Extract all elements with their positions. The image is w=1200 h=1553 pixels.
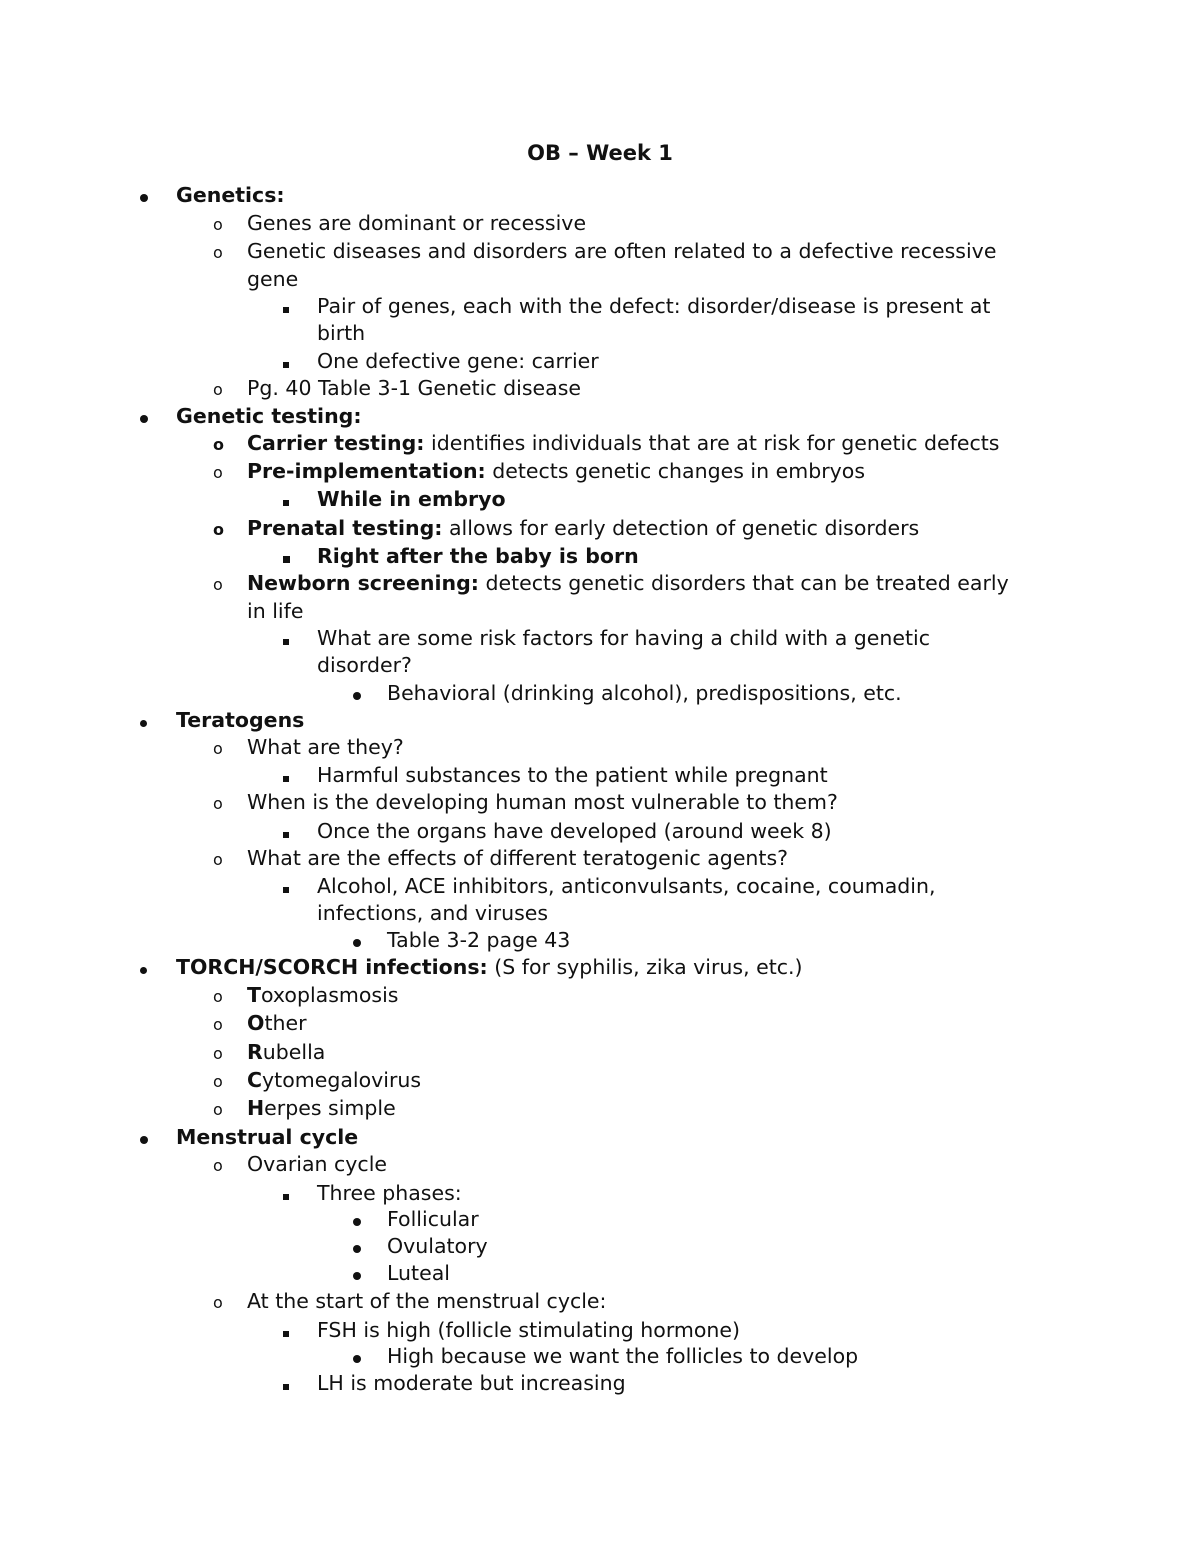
bullet-dot-icon — [140, 967, 147, 974]
square-bullet-icon — [283, 1331, 289, 1337]
plain-text: birth — [317, 321, 366, 345]
list-item-text — [317, 652, 412, 679]
plain-text: erpes simple — [264, 1096, 396, 1120]
bullet-dot-icon — [353, 692, 361, 700]
circle-bullet-icon: o — [213, 380, 223, 399]
bullet-marker — [283, 543, 290, 570]
bullet-marker — [283, 293, 289, 320]
bullet-marker — [140, 954, 147, 981]
list-item-text — [317, 348, 599, 375]
list-item-text — [247, 1010, 307, 1037]
bullet-marker — [283, 762, 289, 789]
plain-text: detects genetic disorders that can be treated early — [478, 571, 1009, 595]
square-bullet-icon — [283, 832, 289, 838]
plain-text: Genes are dominant or recessive — [247, 211, 587, 235]
list-item-text — [247, 734, 404, 761]
square-bullet-icon — [283, 556, 290, 563]
list-item-text — [247, 1288, 606, 1315]
bullet-dot-icon — [140, 720, 147, 727]
list-item-text — [247, 515, 919, 542]
plain-text: When is the developing human most vulnerable to them? — [247, 790, 838, 814]
plain-text: FSH is high (follicle stimulating hormone) — [317, 1318, 741, 1342]
list-item-text — [247, 982, 398, 1009]
plain-text: allows for early detection of genetic disorders — [442, 516, 920, 540]
list-item-text — [317, 1317, 740, 1344]
list-item-text — [387, 927, 570, 954]
plain-text: Genetic diseases and disorders are often related to a defective recessive — [247, 239, 997, 263]
list-item-text — [247, 789, 838, 816]
list-item-text — [176, 954, 803, 981]
list-item-text — [387, 1233, 488, 1260]
plain-text: detects genetic changes in embryos — [485, 459, 866, 483]
plain-text: Ovulatory — [387, 1234, 488, 1258]
list-item-text — [387, 1343, 858, 1370]
bold-text: Menstrual cycle — [176, 1125, 359, 1149]
list-item-text — [317, 873, 935, 900]
bold-text: Newborn screening: — [247, 571, 479, 595]
plain-text: What are they? — [247, 735, 404, 759]
list-item-text — [387, 1206, 479, 1233]
plain-text: High because we want the follicles to develop — [387, 1344, 859, 1368]
square-bullet-icon — [283, 307, 289, 313]
plain-text: identifies individuals that are at risk for genetic defects — [424, 431, 1000, 455]
list-item-text — [176, 1124, 358, 1151]
square-bullet-icon — [283, 639, 289, 645]
list-item-text — [247, 1151, 387, 1178]
plain-text: oxoplasmosis — [260, 983, 399, 1007]
bullet-marker — [283, 1317, 289, 1344]
square-bullet-icon — [283, 500, 289, 506]
bullet-marker — [353, 680, 361, 707]
list-item-text — [317, 625, 930, 652]
list-item-text — [247, 238, 996, 265]
plain-text: (S for syphilis, zika virus, etc.) — [487, 955, 803, 979]
bullet-marker — [283, 1370, 289, 1397]
plain-text: Behavioral (drinking alcohol), predispositions, etc. — [387, 681, 902, 705]
list-item-text — [247, 1039, 325, 1066]
list-item-text — [247, 458, 865, 485]
bullet-marker — [353, 927, 361, 954]
bullet-dot-icon — [353, 1272, 361, 1280]
bullet-marker — [283, 818, 289, 845]
plain-text: Ovarian cycle — [247, 1152, 388, 1176]
bold-text: T — [247, 983, 261, 1007]
bold-text: Genetics: — [176, 183, 285, 207]
bold-text: TORCH/SCORCH infections: — [176, 955, 488, 979]
bullet-marker — [283, 348, 289, 375]
bullet-dot-icon — [353, 1355, 361, 1363]
circle-bullet-icon: o — [213, 1015, 223, 1034]
list-item-text — [247, 375, 581, 402]
bold-text: Pre-implementation: — [247, 459, 486, 483]
page-title: OB – Week 1 — [527, 141, 673, 165]
list-item-text — [247, 570, 1009, 597]
bullet-marker — [283, 625, 289, 652]
plain-text: Follicular — [387, 1207, 479, 1231]
plain-text: Pg. 40 Table 3-1 Genetic disease — [247, 376, 582, 400]
circle-bullet-icon: o — [213, 1100, 223, 1119]
list-item-text — [317, 818, 832, 845]
bullet-marker — [140, 707, 147, 734]
bold-text: Prenatal testing: — [247, 516, 443, 540]
bullet-marker — [353, 1343, 361, 1370]
circle-bullet-icon: o — [213, 1072, 223, 1091]
bullet-marker — [353, 1206, 361, 1233]
circle-bullet-icon: o — [213, 1044, 223, 1063]
bold-text: Genetic testing: — [176, 404, 362, 428]
list-item-text — [317, 293, 990, 320]
circle-bullet-icon: o — [213, 1156, 223, 1175]
bold-text: Teratogens — [176, 708, 305, 732]
bold-text: Carrier testing: — [247, 431, 425, 455]
circle-bullet-icon: o — [213, 243, 223, 262]
list-item-text — [247, 1095, 396, 1122]
circle-bullet-icon: o — [213, 520, 224, 539]
list-item-text — [317, 900, 548, 927]
circle-bullet-icon: o — [213, 987, 223, 1006]
list-item-text — [317, 1180, 462, 1207]
square-bullet-icon — [283, 362, 289, 368]
square-bullet-icon — [283, 887, 289, 893]
plain-text: ubella — [262, 1040, 326, 1064]
bullet-marker — [283, 873, 289, 900]
plain-text: Pair of genes, each with the defect: disorder/disease is present at — [317, 294, 991, 318]
plain-text: Three phases: — [317, 1181, 462, 1205]
plain-text: What are some risk factors for having a child with a genetic — [317, 626, 931, 650]
list-item-text — [317, 1370, 626, 1397]
bullet-marker — [140, 403, 148, 430]
plain-text: Luteal — [387, 1261, 450, 1285]
list-item-text — [247, 1067, 421, 1094]
square-bullet-icon — [283, 776, 289, 782]
plain-text: gene — [247, 267, 299, 291]
circle-bullet-icon: o — [213, 1293, 223, 1312]
bullet-dot-icon — [353, 1245, 361, 1253]
plain-text: LH is moderate but increasing — [317, 1371, 626, 1395]
bullet-marker — [283, 486, 289, 513]
bold-text: H — [247, 1096, 265, 1120]
list-item-text — [247, 430, 999, 457]
list-item-text — [247, 845, 788, 872]
bullet-dot-icon — [140, 1136, 148, 1144]
list-item-text — [247, 210, 586, 237]
bold-text: R — [247, 1040, 263, 1064]
bullet-marker — [353, 1260, 361, 1287]
plain-text: Once the organs have developed (around week 8) — [317, 819, 832, 843]
list-item-text — [176, 182, 285, 209]
circle-bullet-icon: o — [213, 739, 223, 758]
bullet-marker — [140, 1124, 148, 1151]
bold-text: While in embryo — [317, 487, 506, 511]
square-bullet-icon — [283, 1384, 289, 1390]
plain-text: Harmful substances to the patient while pregnant — [317, 763, 828, 787]
bullet-marker — [283, 1180, 289, 1207]
bullet-dot-icon — [353, 939, 361, 947]
plain-text: What are the effects of different teratogenic agents? — [247, 846, 789, 870]
circle-bullet-icon: o — [213, 850, 223, 869]
plain-text: ytomegalovirus — [262, 1068, 422, 1092]
bullet-dot-icon — [353, 1218, 361, 1226]
list-item-text — [317, 486, 506, 513]
circle-bullet-icon: o — [213, 575, 223, 594]
bullet-dot-icon — [140, 194, 148, 202]
list-item-text — [317, 762, 828, 789]
plain-text: ther — [264, 1011, 307, 1035]
list-item-text — [247, 266, 298, 293]
list-item-text — [247, 598, 303, 625]
plain-text: disorder? — [317, 653, 412, 677]
circle-bullet-icon: o — [213, 794, 223, 813]
bullet-marker — [353, 1233, 361, 1260]
bold-text: O — [247, 1011, 265, 1035]
plain-text: At the start of the menstrual cycle: — [247, 1289, 607, 1313]
circle-bullet-icon: o — [213, 215, 223, 234]
bold-text: Right after the baby is born — [317, 544, 639, 568]
list-item-text — [176, 707, 304, 734]
plain-text: Alcohol, ACE inhibitors, anticonvulsants, cocaine, coumadin, — [317, 874, 936, 898]
bullet-marker — [140, 182, 148, 209]
circle-bullet-icon: o — [213, 463, 223, 482]
bold-text: C — [247, 1068, 263, 1092]
list-item-text — [317, 543, 639, 570]
list-item-text — [387, 1260, 450, 1287]
list-item-text — [176, 403, 362, 430]
plain-text: infections, and viruses — [317, 901, 549, 925]
circle-bullet-icon: o — [213, 435, 224, 454]
plain-text: in life — [247, 599, 304, 623]
list-item-text — [317, 320, 365, 347]
square-bullet-icon — [283, 1194, 289, 1200]
plain-text: Table 3-2 page 43 — [387, 928, 571, 952]
bullet-dot-icon — [140, 415, 148, 423]
list-item-text — [387, 680, 902, 707]
plain-text: One defective gene: carrier — [317, 349, 599, 373]
